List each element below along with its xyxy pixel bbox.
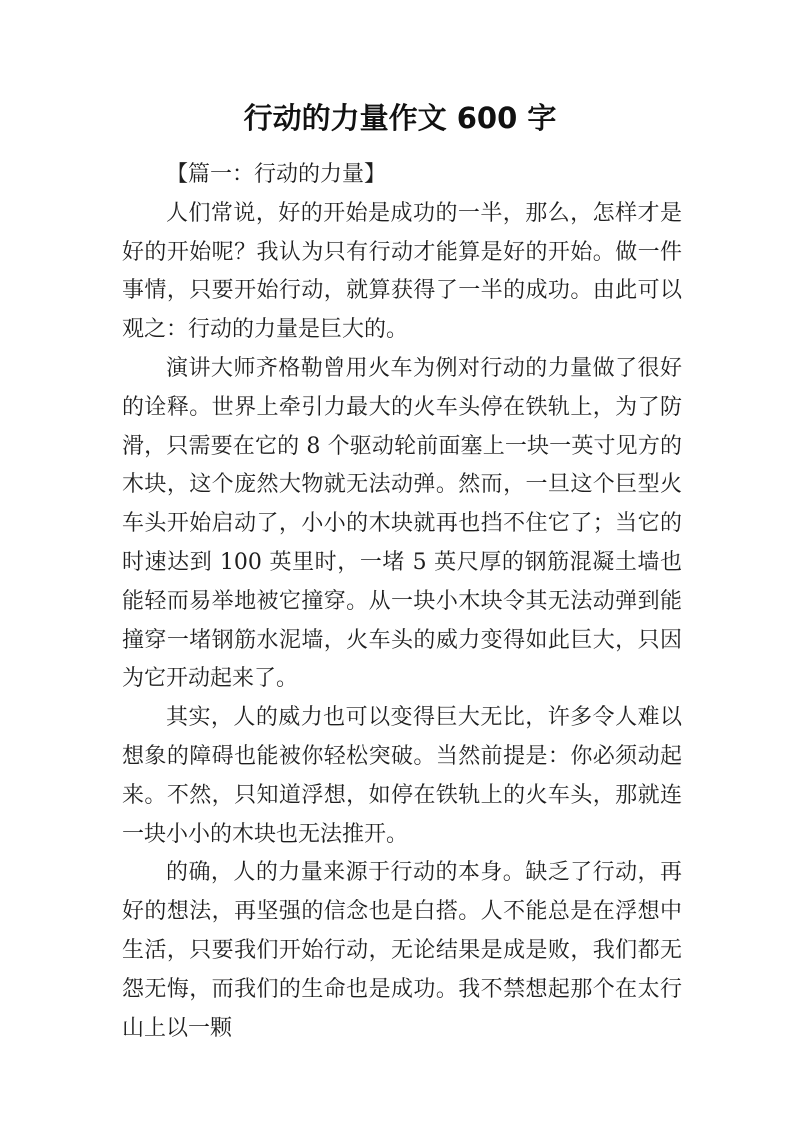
paragraph-4: 的确，人的力量来源于行动的本身。缺乏了行动，再好的想法，再坚强的信念也是白搭。人不能总是在浮想中生活，只要我们开始行动，无论结果是成是败，我们都无怨无悔，而我们的生命也是成功。我不禁想起那个在太行山上以一颗	[122, 860, 682, 1041]
paragraph-3: 其实，人的威力也可以变得巨大无比，许多令人难以想象的障碍也能被你轻松突破。当然前提是：你必须动起来。不然，只知道浮想，如停在铁轨上的火车头，那就连一块小小的木块也无法推开。	[122, 705, 682, 847]
document-title: 行动的力量作文 600 字	[243, 101, 557, 135]
paragraph-1: 人们常说，好的开始是成功的一半，那么，怎样才是好的开始呢？我认为只有行动才能算是好的开始。做一件事情，只要开始行动，就算获得了一半的成功。由此可以观之：行动的力量是巨大的。	[122, 200, 682, 343]
paragraph-2: 演讲大师齐格勒曾用火车为例对行动的力量做了很好的诠释。世界上牵引力最大的火车头停在铁轨上，为了防滑，只需要在它的 8 个驱动轮前面塞上一块一英寸见方的木块，这个庞然大物就无法动弹。然而，一旦这个巨型火车头开始启动了，小小的木块就再也挡不住它了；当它的时速达到 100 英里时，一堵 5 英尺厚的钢筋混凝土墙也能轻而易举地被它撞穿。从一块小木块令其无法动弹到能撞穿一堵钢筋水泥墙，火车头的威力变得如此巨大，只因为它开动起来了。	[122, 355, 682, 692]
section-heading: 【篇一：行动的力量】	[166, 162, 387, 187]
document-body	[122, 156, 682, 1048]
